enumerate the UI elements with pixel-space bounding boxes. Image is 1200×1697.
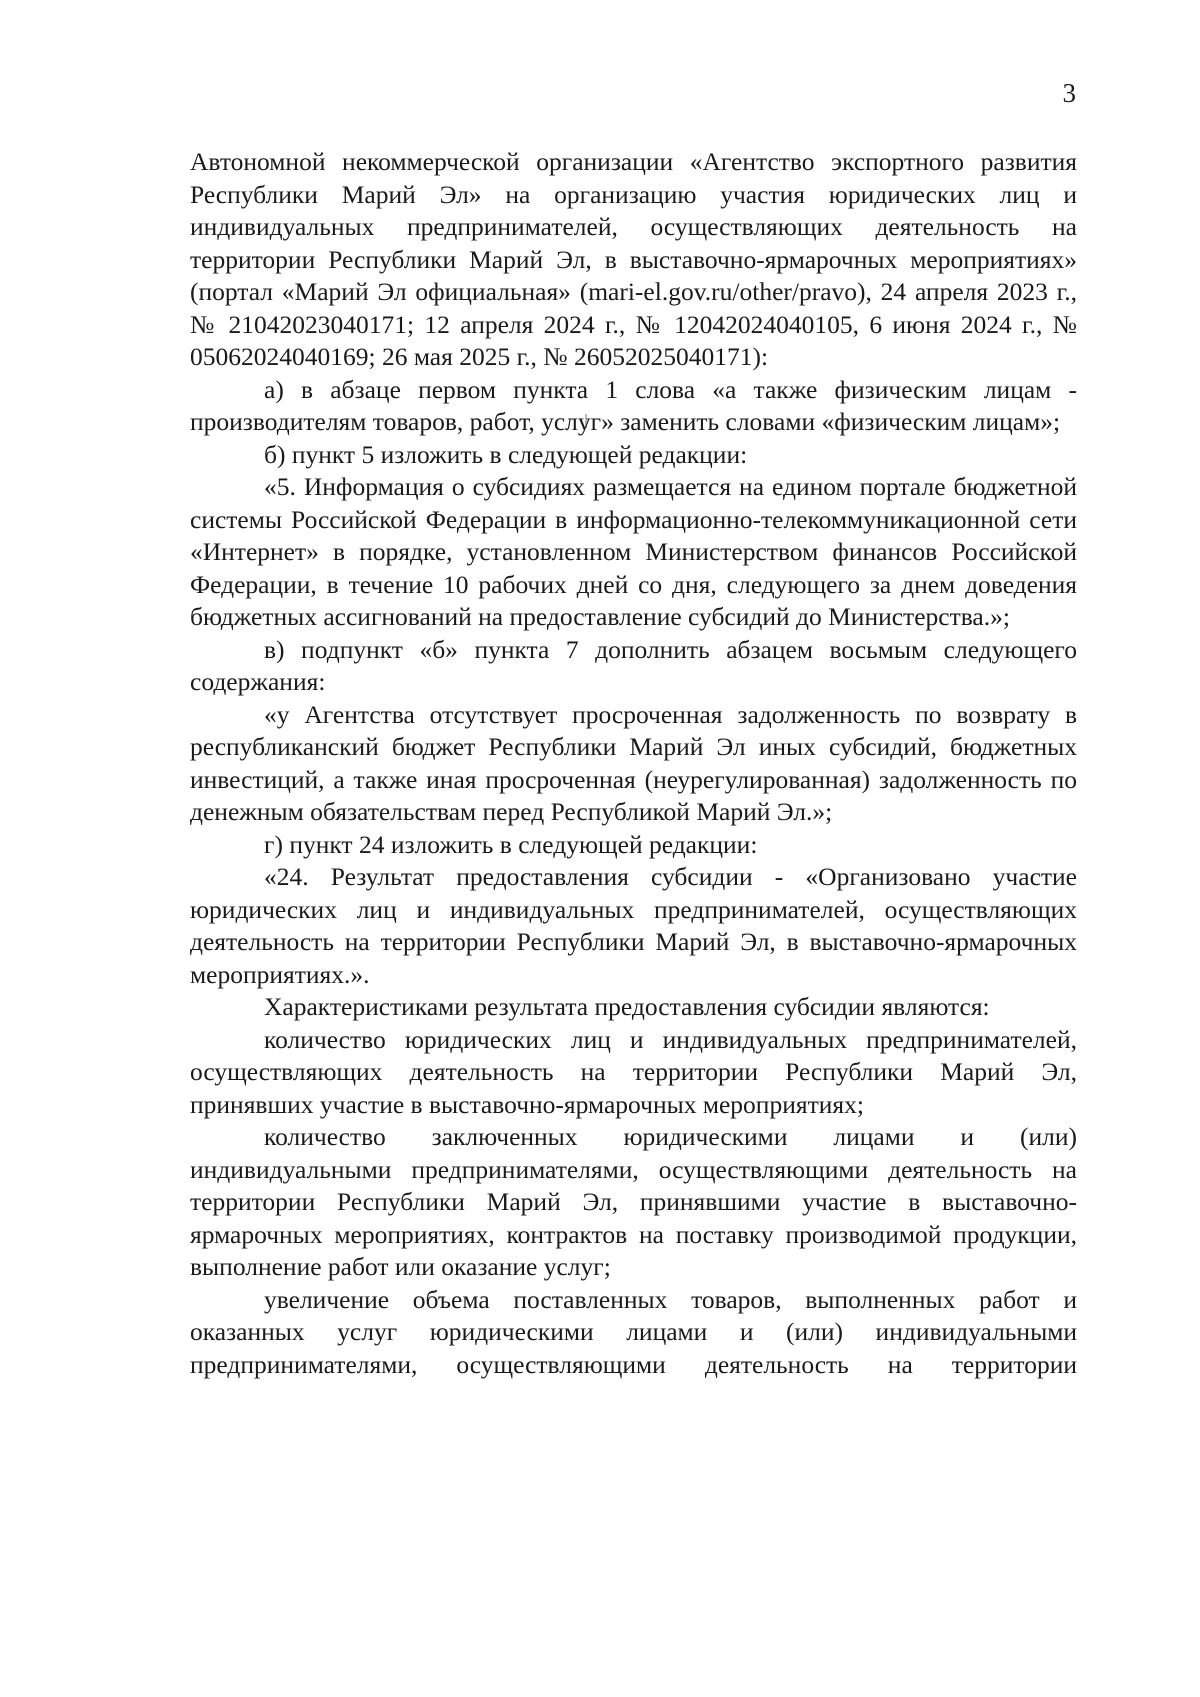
paragraph-item-a: а) в абзаце первом пункта 1 слова «а также физическим лицам - производителям товаров, работ, услуг» заменить словами «физическим лицам»;: [190, 374, 1077, 436]
paragraph-item-g: г) пункт 24 изложить в следующей редакции:: [264, 829, 758, 859]
paragraph-item-b: б) пункт 5 изложить в следующей редакции:: [264, 439, 748, 469]
document-body: [190, 146, 1077, 1381]
paragraph-point-24: «24. Результат предоставления субсидии - «Организовано участие юридических лиц и индивидуальных предпринимателей, осуществляющих деятельность на территории Республики Марий Эл, в выставочно-ярмарочных мероприятиях.».: [190, 862, 1077, 989]
paragraph-agency-debt: «у Агентства отсутствует просроченная задолженность по возврату в республиканский бюджет Республики Марий Эл иных субсидий, бюджетных инвестиций, а также иная просроченная (неурегулированная) задолженность по денежным обязательствам перед Республикой Марий Эл.»;: [190, 699, 1077, 826]
paragraph-characteristics-intro: Характеристиками результата предоставления субсидии являются:: [264, 992, 990, 1021]
paragraph-characteristic-participants: количество юридических лиц и индивидуальных предпринимателей, осуществляющих деятельность на территории Республики Марий Эл, принявших участие в выставочно-ярмарочных мероприятиях;: [190, 1024, 1077, 1119]
paragraph-characteristic-contracts: количество заключенных юридическими лицами и (или) индивидуальными предпринимателями, осуществляющими деятельность на территории Республики Марий Эл, принявшими участие в выставочно-ярмарочных мероприятиях, контрактов на поставку производимой продукции, выполнение работ или оказание услуг;: [190, 1122, 1077, 1281]
paragraph-item-v: в) подпункт «б» пункта 7 дополнить абзацем восьмым следующего содержания:: [190, 634, 1077, 696]
paragraph-point-5: «5. Информация о субсидиях размещается на едином портале бюджетной системы Российской Федерации в информационно-телекоммуникационной сети «Интернет» в порядке, установленном Министерством финансов Российской Федерации, в течение 10 рабочих дней со дня, следующего за днем доведения бюджетных ассигнований на предоставление субсидий до Министерства.»;: [190, 472, 1077, 631]
paragraph-intro: Автономной некоммерческой организации «Агентство экспортного развития Республики Марий Эл» на организацию участия юридических лиц и индивидуальных предпринимателей, осуществляющих деятельность на территории Республики Марий Эл, в выставочно-ярмарочных мероприятиях» (портал «Марий Эл официальная» (mari-el.gov.ru/other/pravo), 24 апреля 2023 г., № 21042023040171; 12 апреля 2024 г., № 12042024040105, 6 июня 2024 г., № 05062024040169; 26 мая 2025 г., № 26052025040171):: [190, 147, 1077, 371]
paragraph-characteristic-volume: увеличение объема поставленных товаров, выполненных работ и оказанных услуг юридическими лицами и (или) индивидуальными предпринимателями, осуществляющими деятельность на территории: [190, 1284, 1077, 1379]
page-number: 3: [1062, 78, 1076, 108]
